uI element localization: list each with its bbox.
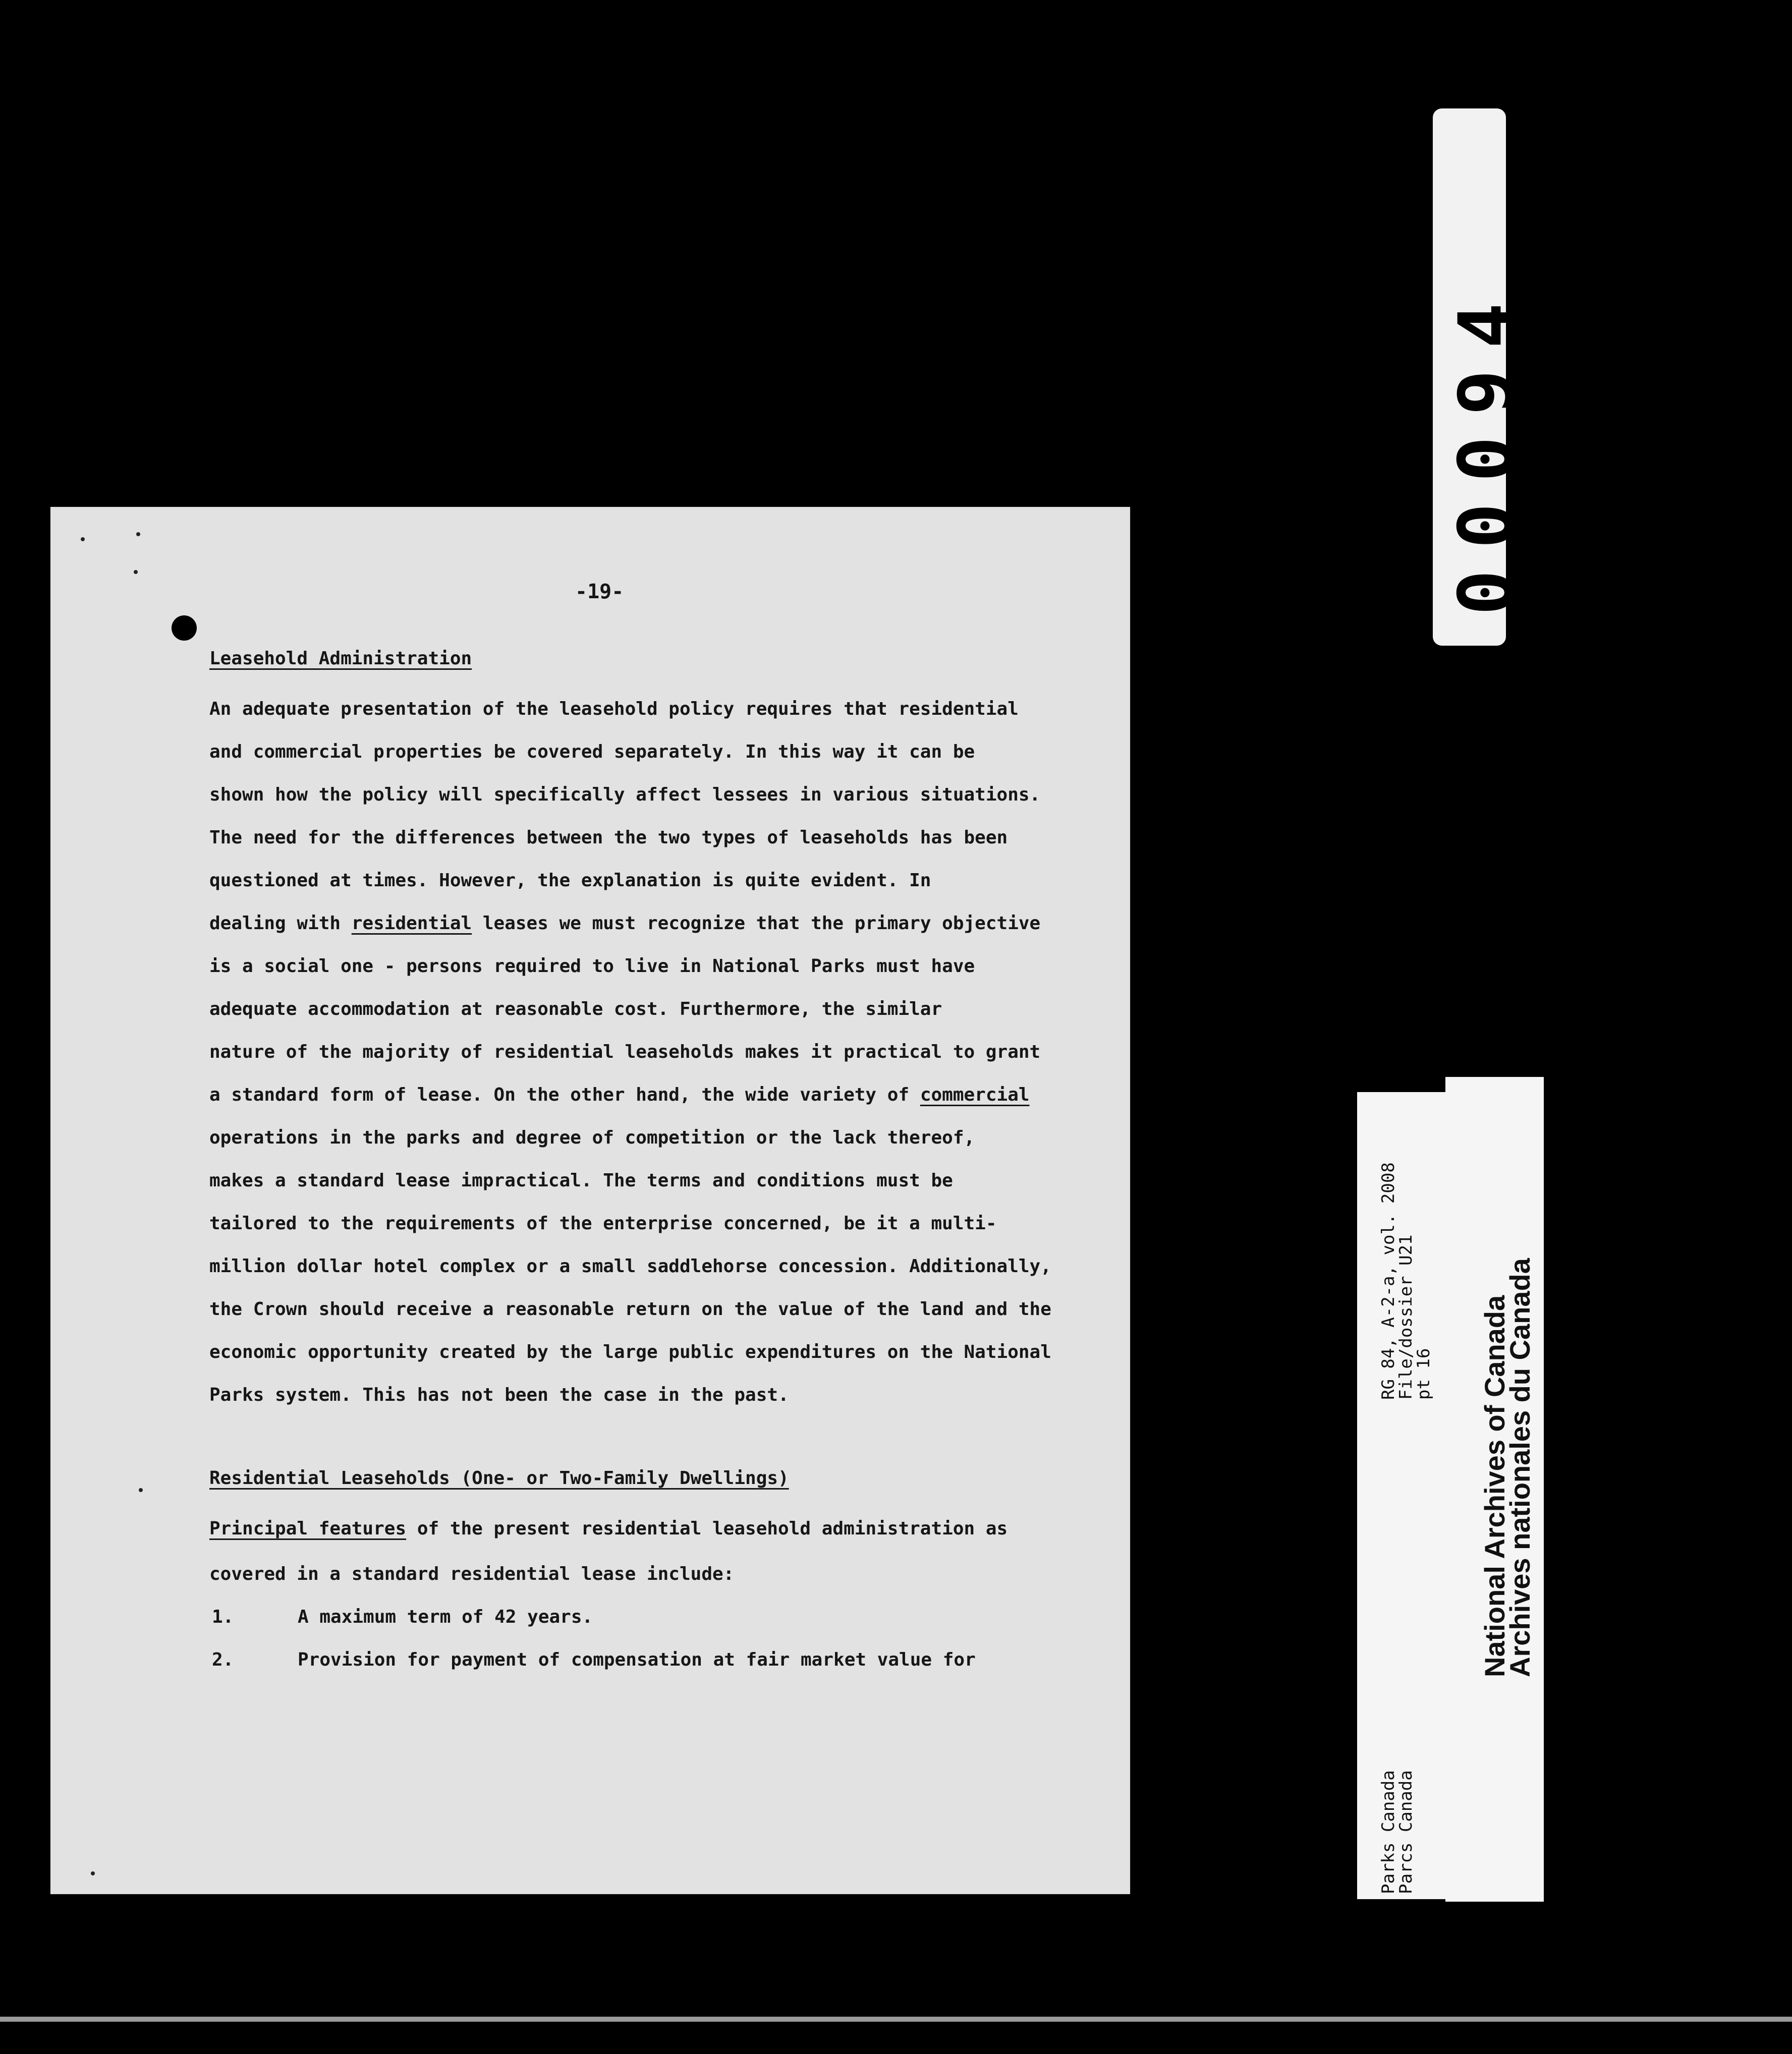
paragraph-line: tailored to the requirements of the enterprise concerned, be it a multi-: [209, 1213, 997, 1234]
speck: [81, 537, 85, 541]
paragraph-line: nature of the majority of residential leaseholds makes it practical to grant: [209, 1042, 1041, 1062]
paragraph-line: adequate accommodation at reasonable cost. Furthermore, the similar: [209, 999, 942, 1019]
text-segment: a standard form of lease. On the other hand, the wide variety of: [209, 1085, 920, 1105]
speck: [136, 532, 140, 536]
paragraph-line: covered in a standard residential lease include:: [209, 1564, 735, 1584]
agency-line: Parcs Canada: [1396, 1770, 1416, 1894]
paragraph-line: economic opportunity created by the large public expenditures on the National: [209, 1342, 1051, 1362]
paragraph-line: shown how the policy will specifically affect lessees in various situations.: [209, 784, 1041, 805]
list-item-number: 2.: [212, 1649, 234, 1670]
paragraph-line: is a social one - persons required to live in National Parks must have: [209, 956, 975, 977]
paragraph-line: An adequate presentation of the leasehold policy requires that residential: [209, 699, 1019, 719]
underlined-phrase-principal-features: Principal features: [209, 1518, 407, 1539]
section-heading-leasehold: Leasehold Administration: [209, 648, 472, 669]
underlined-word-residential: residential: [351, 913, 472, 934]
paragraph-line-features: [209, 1518, 1007, 1539]
frame-counter: 00094: [1443, 281, 1531, 615]
underlined-word-commercial: commercial: [920, 1085, 1030, 1105]
paragraph-line: makes a standard lease impractical. The terms and conditions must be: [209, 1170, 953, 1191]
agency-line: Parks Canada: [1378, 1770, 1398, 1894]
reference-line: File/dossier U21: [1396, 1234, 1416, 1400]
reference-line: pt 16: [1414, 1348, 1434, 1400]
paragraph-line: operations in the parks and degree of competition or the lack thereof,: [209, 1127, 975, 1148]
paragraph-line: million dollar hotel complex or a small saddlehorse concession. Additionally,: [209, 1256, 1051, 1277]
section-heading-residential: Residential Leaseholds (One- or Two-Family Dwellings): [209, 1468, 789, 1489]
paragraph-line: Parks system. This has not been the case in the past.: [209, 1385, 789, 1405]
paragraph-line: questioned at times. However, the explanation is quite evident. In: [209, 870, 931, 891]
paragraph-line-commercial: [209, 1085, 1030, 1105]
punch-hole: [172, 615, 197, 641]
paragraph-line: The need for the differences between the two types of leaseholds has been: [209, 827, 1008, 848]
text-segment: of the present residential leasehold administration as: [406, 1518, 1008, 1539]
page-number: -19-: [575, 580, 624, 603]
speck: [91, 1871, 95, 1875]
reference-line: RG 84, A-2-a, vol. 2008: [1378, 1162, 1398, 1400]
text-segment: dealing with: [209, 913, 352, 934]
list-item-text: A maximum term of 42 years.: [298, 1607, 593, 1627]
speck: [139, 1488, 143, 1492]
institution-line-fr: Archives nationales du Canada: [1504, 1258, 1536, 1677]
list-item-number: 1.: [212, 1607, 234, 1627]
text-segment: leases we must recognize that the primary objective: [472, 913, 1041, 934]
institution-line-en: National Archives of Canada: [1479, 1295, 1510, 1677]
paragraph-line-residential: [209, 913, 1040, 934]
speck: [134, 570, 138, 574]
list-item-text: Provision for payment of compensation at fair market value for: [298, 1649, 976, 1670]
paragraph-line: and commercial properties be covered separately. In this way it can be: [209, 741, 975, 762]
paragraph-line: the Crown should receive a reasonable return on the value of the land and the: [209, 1299, 1051, 1320]
film-edge-rule: [0, 2017, 1792, 2022]
